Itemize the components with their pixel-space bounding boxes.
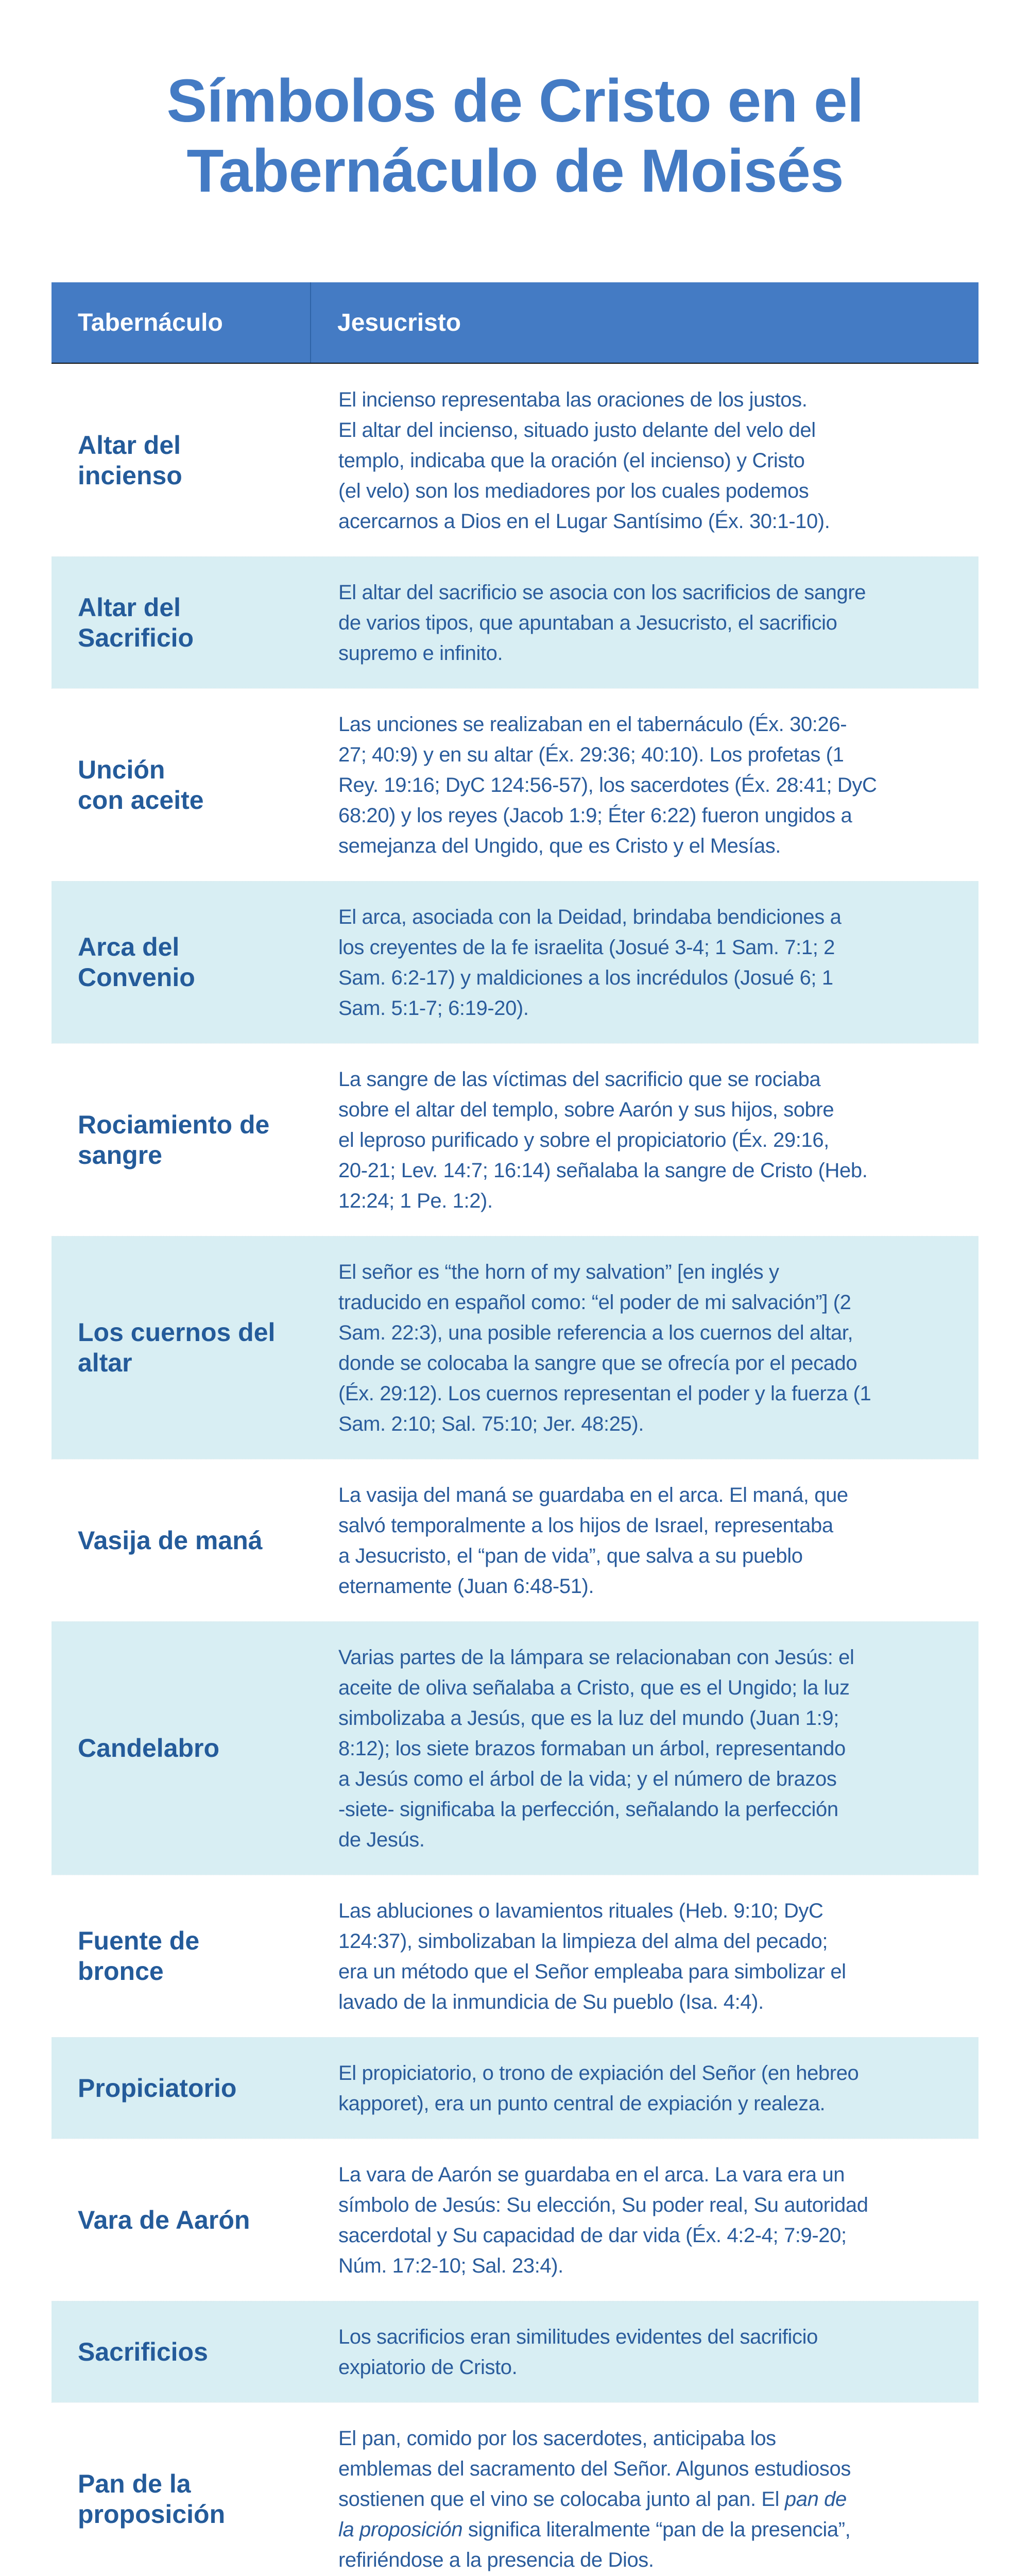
italic-term: la proposición — [338, 2518, 463, 2541]
description-line: El incienso representaba las oraciones de los justos. — [338, 388, 808, 411]
description-line: (el velo) son los mediadores por los cuales podemos — [338, 480, 809, 502]
table-row — [52, 2301, 978, 2402]
title-line: Símbolos de Cristo en el — [166, 67, 864, 135]
row-label-line: altar — [78, 1348, 132, 1377]
description-line: Los sacrificios eran similitudes evidentes del sacrificio — [338, 2326, 818, 2348]
description-line: 124:37), simbolizaban la limpieza del alma del pecado; — [338, 1930, 828, 1953]
description-line: La vasija del maná se guardaba en el arca. El maná, que — [338, 1484, 848, 1506]
row-description — [311, 1460, 978, 1621]
table-body — [52, 364, 978, 2576]
page-title — [0, 66, 1030, 206]
table-row — [52, 2139, 978, 2301]
row-label-line: con aceite — [78, 785, 204, 815]
row-label-text — [78, 2337, 208, 2367]
table-row — [52, 881, 978, 1043]
description-line: Núm. 17:2-10; Sal. 23:4). — [338, 2255, 563, 2277]
description-line: Las abluciones o lavamientos rituales (Heb. 9:10; DyC — [338, 1900, 823, 1922]
row-label-line: Sacrificios — [78, 2337, 208, 2366]
description-line: La sangre de las víctimas del sacrificio que se rociaba — [338, 1068, 821, 1091]
row-label-text — [78, 2073, 236, 2104]
row-label-text — [78, 1110, 269, 1171]
row-description — [311, 1044, 978, 1236]
row-label-line: Fuente de — [78, 1926, 200, 1955]
row-label-line: sangre — [78, 1140, 162, 1170]
description-line: Sam. 6:2-17) y maldiciones a los incrédulos (Josué 6; 1 — [338, 967, 833, 989]
row-description — [311, 2139, 978, 2301]
description-line: refiriéndose a la presencia de Dios. — [338, 2549, 654, 2571]
row-label-line: Vara de Aarón — [78, 2205, 250, 2234]
table-row — [52, 364, 978, 556]
description-line: (Éx. 29:12). Los cuernos representan el poder y la fuerza (1 — [338, 1382, 871, 1405]
description-line: La vara de Aarón se guardaba en el arca. La vara era un — [338, 2163, 845, 2186]
description-line: El altar del sacrificio se asocia con los sacrificios de sangre — [338, 581, 866, 604]
description-line: el leproso purificado y sobre el propiciatorio (Éx. 29:16, — [338, 1129, 829, 1151]
description-line: El arca, asociada con la Deidad, brindaba bendiciones a — [338, 906, 842, 928]
row-label-line: incienso — [78, 461, 182, 490]
row-description — [311, 689, 978, 881]
row-label-line: Los cuernos del — [78, 1318, 276, 1347]
row-label — [52, 1236, 311, 1459]
description-line: -siete- significaba la perfección, señalando la perfección — [338, 1798, 838, 1821]
row-label — [52, 1460, 311, 1621]
title-line: Tabernáculo de Moisés — [186, 137, 844, 205]
row-label-line: Unción — [78, 755, 165, 784]
description-line: 27; 40:9) y en su altar (Éx. 29:36; 40:10). Los profetas (1 — [338, 743, 844, 766]
description-line: a Jesucristo, el “pan de vida”, que salva a su pueblo — [338, 1545, 803, 1567]
row-label-line: bronce — [78, 1957, 164, 1986]
row-label — [52, 557, 311, 688]
row-label-text — [78, 755, 204, 816]
row-label — [52, 2139, 311, 2301]
row-label-text — [78, 1526, 263, 1556]
description-line: Rey. 19:16; DyC 124:56-57), los sacerdotes (Éx. 28:41; DyC — [338, 774, 877, 796]
row-label-text — [78, 1733, 219, 1764]
description-line — [338, 2484, 958, 2515]
table-row — [52, 1875, 978, 2037]
description-line: los creyentes de la fe israelita (Josué 3-4; 1 Sam. 7:1; 2 — [338, 936, 835, 959]
row-description — [311, 364, 978, 556]
description-line: El altar del incienso, situado justo delante del velo del — [338, 419, 816, 442]
description-line: simbolizaba a Jesús, que es la luz del mundo (Juan 1:9; — [338, 1707, 839, 1730]
description-line: templo, indicaba que la oración (el incienso) y Cristo — [338, 449, 805, 472]
row-label-line: Arca del — [78, 933, 180, 961]
description-line: Varias partes de la lámpara se relacionaban con Jesús: el — [338, 1646, 854, 1669]
description-line: donde se colocaba la sangre que se ofrecía por el pecado — [338, 1352, 857, 1375]
description-line: 20-21; Lev. 14:7; 16:14) señalaba la sangre de Cristo (Heb. — [338, 1159, 868, 1182]
row-label-line: proposición — [78, 2499, 226, 2529]
description-line: de Jesús. — [338, 1828, 425, 1851]
description-line: emblemas del sacramento del Señor. Algunos estudiosos — [338, 2458, 851, 2480]
row-label-text — [78, 2469, 225, 2530]
description-line: 68:20) y los reyes (Jacob 1:9; Éter 6:22) fueron ungidos a — [338, 804, 852, 827]
description-line — [338, 2515, 958, 2545]
row-label-line: Altar del — [78, 592, 181, 622]
description-line: de varios tipos, que apuntaban a Jesucristo, el sacrificio — [338, 612, 837, 634]
description-line: eternamente (Juan 6:48-51). — [338, 1575, 594, 1598]
table-row — [52, 1236, 978, 1459]
description-line: 12:24; 1 Pe. 1:2). — [338, 1190, 493, 1212]
row-label-line: Vasija de maná — [78, 1526, 263, 1555]
description-line: Sam. 22:3), una posible referencia a los cuernos del altar, — [338, 1321, 853, 1344]
row-label — [52, 1875, 311, 2037]
description-line: Sam. 2:10; Sal. 75:10; Jer. 48:25). — [338, 1413, 644, 1435]
table-row — [52, 1459, 978, 1621]
row-label — [52, 882, 311, 1043]
row-label-text — [78, 592, 194, 653]
description-line: acercarnos a Dios en el Lugar Santísimo (Éx. 30:1-10). — [338, 510, 830, 533]
row-label-line: Candelabro — [78, 1734, 220, 1762]
row-label-text — [78, 932, 195, 993]
column-header-jesucristo: Jesucristo — [337, 309, 461, 336]
row-description — [311, 1622, 978, 1875]
row-label-line: Pan de la — [78, 2469, 191, 2498]
description-line: salvó temporalmente a los hijos de Israel, representaba — [338, 1514, 833, 1537]
description-line: lavado de la inmundicia de Su pueblo (Isa. 4:4). — [338, 1991, 764, 2013]
description-line: expiatorio de Cristo. — [338, 2356, 518, 2379]
description-line: semejanza del Ungido, que es Cristo y el Mesías. — [338, 835, 781, 857]
table-row — [52, 1621, 978, 1875]
text-segment: significa literalmente “pan de la presencia”, — [462, 2518, 851, 2541]
description-line: supremo e infinito. — [338, 642, 503, 665]
row-label-line: Propiciatorio — [78, 2073, 237, 2103]
row-description — [311, 557, 978, 688]
row-label — [52, 2301, 311, 2402]
row-label-text — [78, 1926, 199, 1987]
table-row — [52, 688, 978, 881]
row-label-text — [78, 430, 182, 491]
row-label-line: Altar del — [78, 430, 181, 460]
table-row — [52, 556, 978, 688]
description-line: aceite de oliva señalaba a Cristo, que es el Ungido; la luz — [338, 1676, 850, 1699]
row-description — [311, 2403, 978, 2576]
row-label — [52, 1622, 311, 1875]
table-row — [52, 2037, 978, 2139]
row-label — [52, 2403, 311, 2576]
description-line: kapporet), era un punto central de expiación y realeza. — [338, 2092, 826, 2115]
row-label-text — [78, 1317, 275, 1378]
row-label-line: Convenio — [78, 963, 195, 992]
column-header-tabernaculo: Tabernáculo — [52, 282, 311, 363]
row-description — [311, 2038, 978, 2139]
row-description — [311, 882, 978, 1043]
row-description — [311, 2301, 978, 2402]
description-line: símbolo de Jesús: Su elección, Su poder real, Su autoridad — [338, 2194, 868, 2216]
row-label-line: Sacrificio — [78, 623, 194, 652]
description-line: a Jesús como el árbol de la vida; y el número de brazos — [338, 1768, 837, 1790]
italic-term: pan de — [784, 2488, 847, 2511]
text-segment: sostienen que el vino se colocaba junto al pan. El — [338, 2488, 785, 2511]
row-label — [52, 689, 311, 881]
description-line: sobre el altar del templo, sobre Aarón y sus hijos, sobre — [338, 1098, 834, 1121]
row-label-text — [78, 2205, 250, 2235]
description-line: traducido en español como: “el poder de mi salvación”] (2 — [338, 1291, 851, 1314]
description-line: El propiciatorio, o trono de expiación del Señor (en hebreo — [338, 2062, 859, 2084]
row-description — [311, 1236, 978, 1459]
symbols-table — [52, 282, 978, 2576]
table-row — [52, 1043, 978, 1236]
description-line: El pan, comido por los sacerdotes, anticipaba los — [338, 2427, 776, 2450]
row-label — [52, 2038, 311, 2139]
description-line: 8:12); los siete brazos formaban un árbol, representando — [338, 1737, 846, 1760]
table-row — [52, 2402, 978, 2576]
row-label-line: Rociamiento de — [78, 1110, 270, 1139]
description-line: El señor es “the horn of my salvation” [en inglés y — [338, 1261, 779, 1283]
row-label — [52, 364, 311, 556]
row-description — [311, 1875, 978, 2037]
description-line: era un método que el Señor empleaba para simbolizar el — [338, 1960, 846, 1983]
table-header — [52, 282, 978, 364]
description-line: Sam. 5:1-7; 6:19-20). — [338, 997, 529, 1020]
description-line: Las unciones se realizaban en el tabernáculo (Éx. 30:26- — [338, 713, 847, 736]
row-label — [52, 1044, 311, 1236]
description-line: sacerdotal y Su capacidad de dar vida (Éx. 4:2-4; 7:9-20; — [338, 2224, 847, 2247]
